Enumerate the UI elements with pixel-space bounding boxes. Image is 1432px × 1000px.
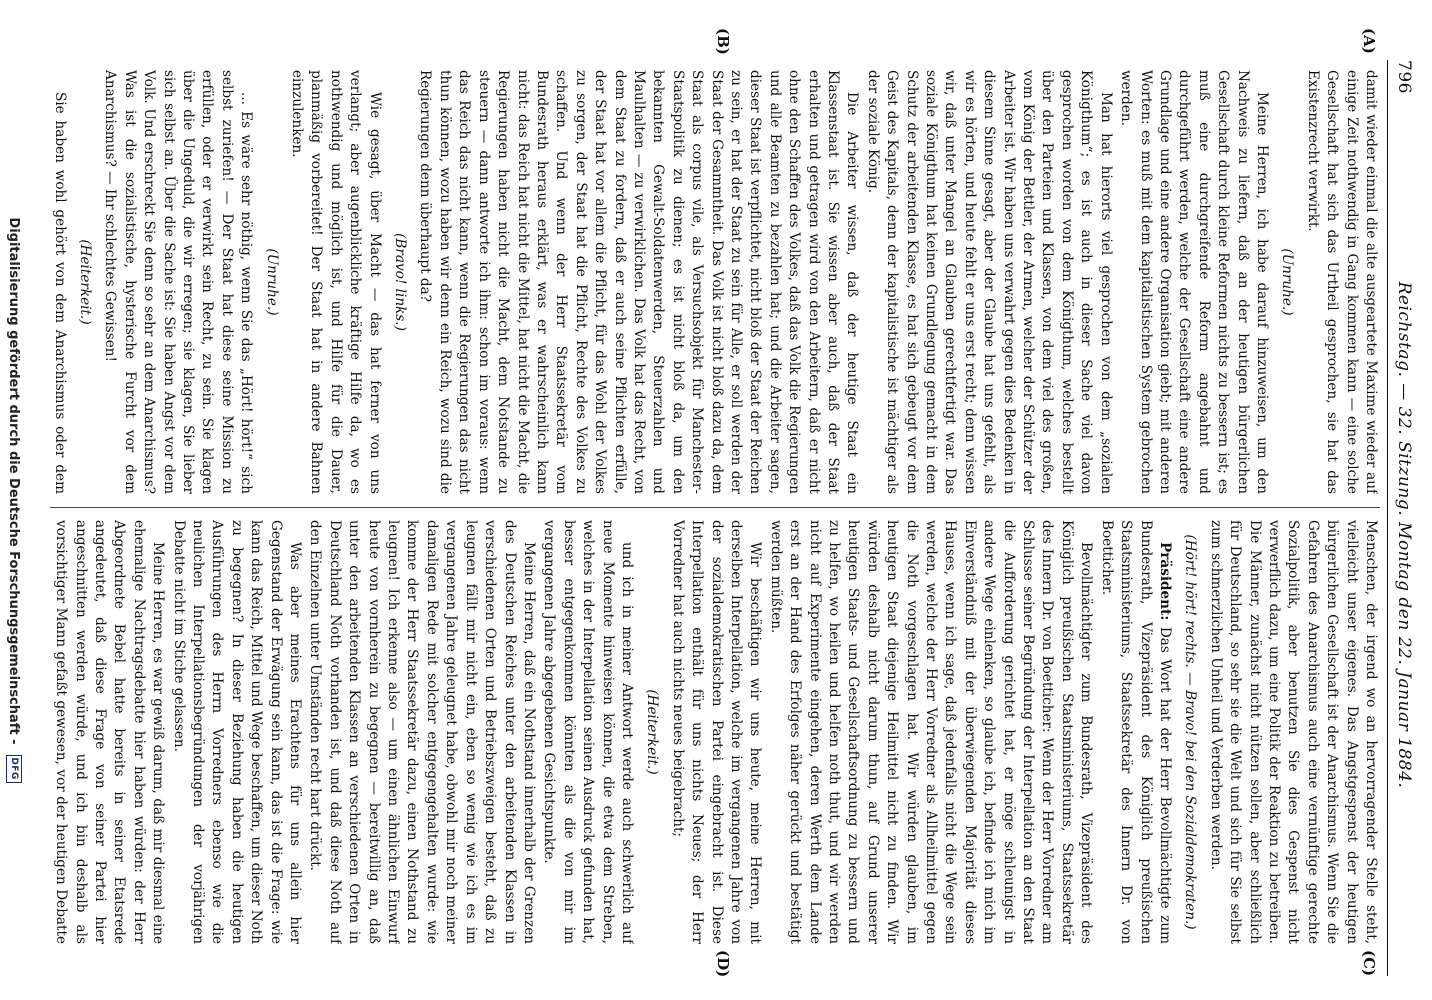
paragraph-text: Meine Herren, es war gewiß darum, daß mir diesmal eine ehemalige Nachtragsdebatte hier haben würden: der Herr Abgeordnete Bebel hatte bereits in seiner Etatsrede angedeutet, daß diese Frage von seiner Partei hier angeschnitten werden würde, und ich bin deshalb als vorsichtiger Mann gefaßt gewesen, vor der heutigen Debatte [53, 520, 167, 944]
paragraph-text: (Hört! hört! rechts. — Bravo! bei den Sozialdemokraten.) [1182, 534, 1199, 930]
paragraph-text: und ich in meiner Antwort werde auch schwerlich auf neue Momente hinweisen können, die etwa dem Streben, welches in der Interpellation seinen Ausdruck gefunden hat, besser entgegenkommen könnten als die von mir im vergangenen Jahre abgegebenen Gesichtspunkte. [541, 520, 635, 944]
paragraph [100, 70, 255, 494]
margin-letter-b: (B) [714, 28, 732, 55]
paragraph-text: ... Es wäre sehr nöthig, wenn Sie das „Hört! hört!“ sich selbst zuriefen! — Der Staat hat diese seine Mission zu erfüllen, oder er verwirkt sein Recht, zu sein. Sie klagen über die Ungeduld, die wir erregen; sie klagen, Sie lieber sich selbst an. Über die Sache ist: Sie haben Angst vor dem Volk. Und erschreckt Sie denn so sehr an dem Anarchismus? Was ist die sozialistische, hysterische Furcht vor dem Anarchismus? — Ihr schlechtes Gewissen! [102, 70, 255, 494]
interjection [1277, 70, 1296, 494]
margin-letter-a: (A) [1360, 28, 1378, 54]
footer-text: Digitalisierung gefördert durch die Deutsche Forschungsgemeinschaft - [6, 217, 22, 745]
interjection [390, 70, 409, 494]
speaker-label: Präsident: [1156, 542, 1173, 621]
paragraph [50, 520, 167, 944]
paragraph-text: Wie gesagt, über Macht — das hat ferner von uns verlangt; aber augenblickliche kräftige Hilfe da, wo es nothwendig und möglich ist, und Hilfe für die Dauer, planmäßig vorbereitet! Der Staat hat in andere Bahnen einzulenken. [289, 70, 383, 494]
paragraph-text: (Heiterkeit.) [644, 689, 661, 775]
dfg-logo: DFG [6, 755, 22, 783]
paragraph [765, 520, 1095, 944]
digitization-footer [6, 0, 22, 1000]
left-column [50, 70, 1380, 494]
page-number: 796 [1394, 60, 1414, 94]
margin-letter-d: (D) [714, 950, 732, 978]
interjection [261, 70, 280, 494]
paragraph [862, 70, 1114, 494]
paragraph-text: (Bravo! links.) [392, 233, 409, 331]
paragraph-text: Bevollmächtigter zum Bundesrath, Vizepräsident des Königlich preußischen Staatsministeriums, Staatssekretär des Innern Dr. von Boetticher: Wenn der Herr Vorredner am Schlusse seiner Begründung der Interpellation an den Staat die Aufforderung gerichtet hat, er möge schleunigst in andere Wege einlenken, so glaube ich, befinde ich mich im Einverständniß mit der überwiegenden Majorität dieses Hauses, wenn ich sage, daß jedenfalls nicht die Wege sein werden, welche der Herr Vorredner als Allheilmittel gegen die Noth vorgeschlagen hat. Wir würden glauben, im heutigen Staat diejenige Heilmittel nicht zu finden. Wir würden deshalb nicht darum thun, auf Grund unserer heutigen Staats- und Gesellschaftsordnung zu bessern und zu helfen, wo heilen und helfen noth thut, und wir werden nicht auf Experimente eingehen, deren Werth dem Lande erst an der Hand des Erfolges näher gerückt und bestätigt werden müßten. [767, 520, 1095, 944]
interjection [642, 520, 661, 944]
paragraph [1116, 70, 1271, 494]
paragraph [168, 520, 304, 944]
paragraph [667, 520, 764, 944]
paragraph-text: (Heiterkeit.) [77, 239, 93, 325]
paragraph-text: Das Wort hat der Herr Bevollmächtigte zum Bundesrath, Vizepräsident des Königlich preußischen Staatsministeriums, Staatssekretär des Innern Dr. von Boetticher. [1098, 520, 1173, 944]
paragraph-text: Menschen, der irgend wo an hervorragender Stelle steht, vielleicht unser eigenes. Das Angstgespenst der heutigen bürgerlichen Gesellschaft ist der Anarchismus. Wenn Sie die Gefahren des Anarchismus auch eine vernünftige gerechte Sozialpolitik, aber benutzen Sie dies Gespenst nicht verwerflich dazu, um eine Politik der Reaktion zu betreiben. Die Männer, zunächst nicht nützen sollen, aber schließlich für Deutschland, so sehr sie die Welt und sich für Sie selbst zum schmerzlichen Unheil und Verderben werden. [1207, 520, 1379, 944]
paragraph-text: Sie haben wohl gehört von dem Anarchismus oder dem [51, 92, 68, 494]
paragraph [1096, 520, 1174, 944]
right-column [50, 520, 1380, 944]
paragraph-text: Meine Herren, ich habe darauf hinzuweisen, um den Nachweis zu liefern, daß an der heutigen bürgerlichen Gesellschaft durch kleine Reformen nichts zu bessern ist; es muß eine durchgreifende Reform angebahnt und durchgeführt werden, welche der Gesellschaft eine andere Grundlage und eine andere Organisation giebt; mit anderen Worten: es muß mit dem kapitalistischen System gebrochen werden. [1118, 70, 1270, 494]
paragraph [415, 70, 861, 494]
paragraph-text: Man hat hierorts viel gesprochen von dem „sozialen Königthum“; es ist auch in dieser Sache viel davon gesprochen worden von dem Königthum, welches bestellt über den Parteien und Klassen, von dem viel des großen, vom König der Bettler, der Armen, welcher der Schützer der Arbeiter ist. Wir haben uns verwahrt gegen dies Bedenken in diesem Sinne gesagt, aber der Glaube hat uns gefehlt, als wir es hörten, und heute fehlt er uns erst recht; denn wissen wir, daß unter Mangel an Glauben gerechtfertigt war. Das soziale Königthum hat keinen Grundlegung gemacht in dem Schutz der arbeitenden Klasse, es hat sich gebeugt vor dem Geist des Kapitals, denn der kapitalistische ist mächtiger als der soziale König. [864, 70, 1114, 494]
paragraph-text: (Unruhe.) [1279, 248, 1296, 316]
paragraph [539, 520, 636, 944]
paragraph-text: Was aber meines Erachtens für uns allein hier Gegenstand der Erwägung sein kann, das ist die Frage: wie kann das Reich, Mittel und Wege beschaffen, um dieser Noth zu begegnen? In dieser Beziehung haben die heutigen Ausführungen des Herrn Vorredners ebenso wie die neulichen Interpellationsbegründungen der vorjährigen Debatte nicht im Stiche gelassen. [170, 520, 304, 944]
paragraph [1302, 70, 1380, 494]
running-title: Reichstag. — 32. Sitzung. Montag den 22. Januar 1884. [1394, 281, 1414, 789]
header-rule [1387, 60, 1388, 976]
interjection [75, 70, 94, 494]
paragraph [305, 520, 538, 944]
margin-letter-c: (C) [1360, 950, 1378, 977]
paragraph [287, 70, 384, 494]
page-header [1390, 60, 1418, 976]
column-divider [50, 507, 1380, 508]
paragraph [50, 70, 69, 494]
paragraph-text: (Unruhe.) [263, 248, 280, 316]
interjection [1180, 520, 1199, 944]
paragraph-text: Meine Herren, daß ein Nothstand innerhalb der Grenzen des Deutschen Reiches unter den arbeitenden Klassen in verschiedenen Orten und Betriebszweigen besteht, daß zu leugnen fällt mir nicht ein, eben so wenig wie ich es im vergangenen Jahre geleugnet habe, obwohl mir noch meiner damaligen Rede mit solcher entgegengehalten wurde: wie komme der Herr Staatssekretär dazu, einen Nothstand zu leugnen! Ich erkenne also — um einen ähnlichen Einwurf heute von vornherein zu begegnen — bereitwillig an, daß unter den arbeitenden Klassen an verschiedenen Orten in Deutschland Noth vorhanden ist, und daß diese Noth auf den Einzelnen unter Umständen recht hart drückt. [307, 520, 537, 944]
paragraph [1205, 520, 1380, 944]
paragraph-text: Wir beschäftigen wir uns heute, meine Herren, mit derselben Interpellation, welche im vergangenen Jahre von der sozialdemokratischen Partei eingebracht ist. Diese Interpellation enthält für uns nichts Neues; der Herr Vorredner hat auch nichts neues beigebracht; [669, 520, 764, 944]
paragraph-text: Die Arbeiter wissen, daß der heutige Staat ein Klassenstaat ist. Sie wissen aber auch, daß der Staat erhalten und getragen wird von den Arbeitern, daß er nicht ohne den Schaffen des Volkes, daß das Volk die Regierungen und alle Beamten zu bezahlen hat; und die Arbeiter sagen, dieser Staat ist verpflichtet, nicht bloß der Staat der Reichen zu sein, er hat der Staat zu sein für Alle, er soll werden der Staat der Gesammtheit. Das Volk ist nicht bloß dazu da, dem Staat als corpus vile, als Versuchsobjekt für Manchester-Staatspolitik zu dienen; es ist nicht bloß da, um den bekannten Gewalt-Soldatenwerden, Steuerzahlen und Maulhalten — zu verwirklichen. Das Volk hat das Recht, von dem Staat zu fordern, daß er auch seine Pflichten erfülle, der Staat hat vor allem die Pflicht, für das Wohl der Volkes zu sorgen, der Staat hat die Pflicht, Rechte des Volkes zu schaffen. Und wenn der Herr Staatssekretär vom Bundesrath heraus erklärt, was er wahrscheinlich kann nicht: das Reich hat nicht die Mittel, hat nicht die Macht, die Regierungen haben nicht die Macht, dem Notstande zu steuern — dann antworte ich ihm: schon im voraus: wenn das Reich das nicht kann, wenn die Regierungen das nicht thun können, wozu haben wir denn ein Reich, wozu sind die Regierungen denn überhaupt da? [417, 70, 861, 494]
paragraph-text: damit wieder einmal die alte ausgeartete Maxime wieder auf einige Zeit nothwendig in Gang kommen kann — eine solche Gesellschaft hat sich das Urtheil gesprochen, sie hat das Existenzrecht verwirkt. [1304, 70, 1379, 494]
